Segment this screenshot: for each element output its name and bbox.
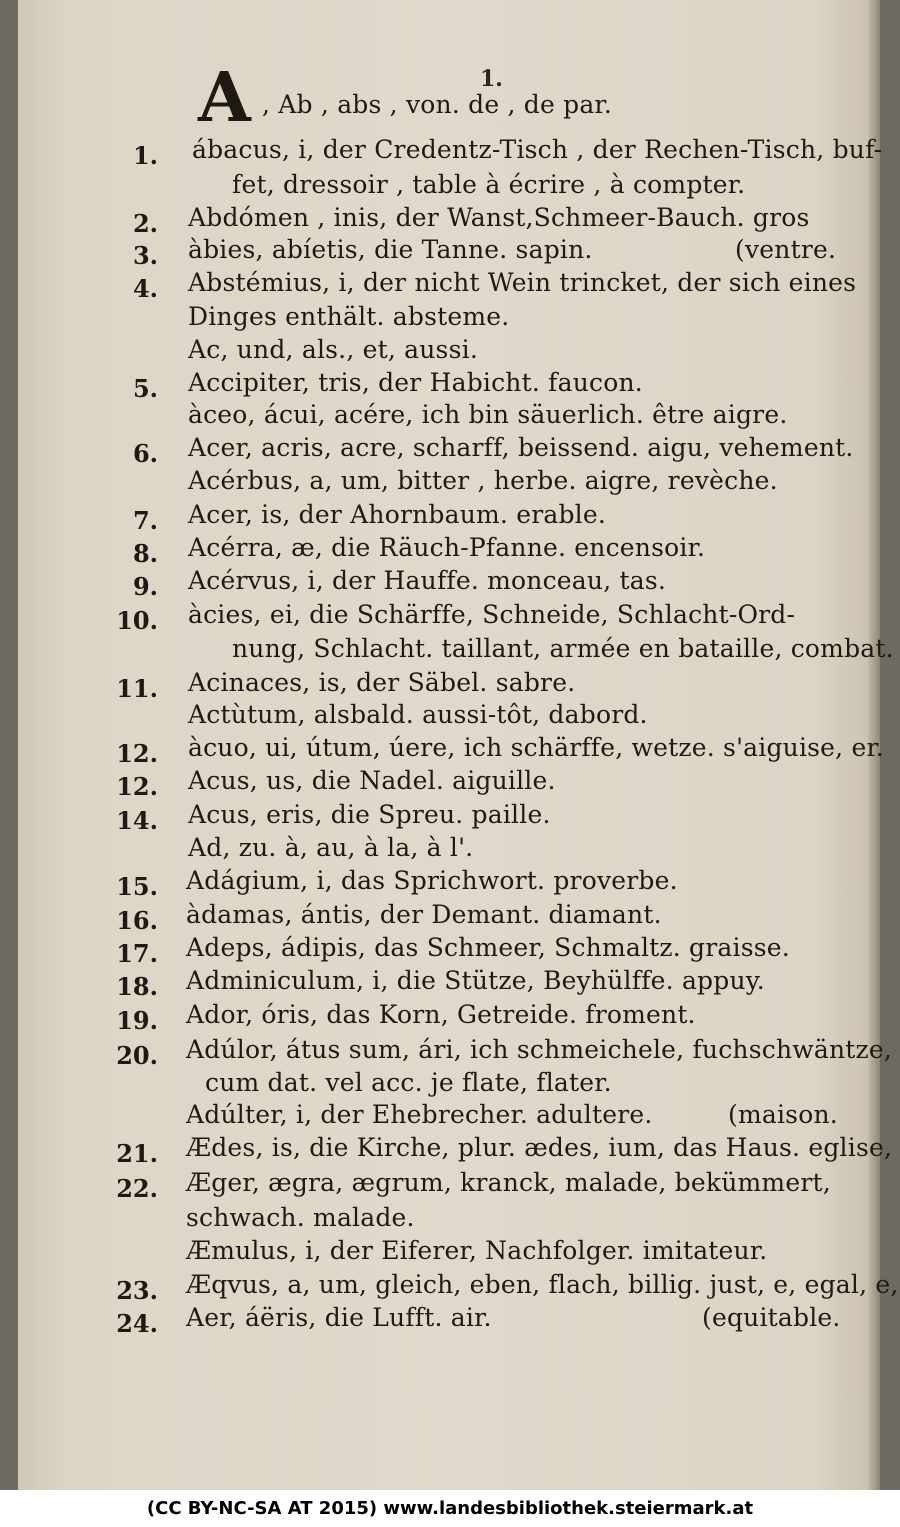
entry-text: Ador, óris, das Korn, Getreide. froment. xyxy=(186,1000,696,1029)
dictionary-line xyxy=(0,400,900,436)
entry-text: Accipiter, tris, der Habicht. faucon. xyxy=(188,368,643,397)
entry-text: fet, dressoir , table à écrire , à compter. xyxy=(232,170,746,199)
dictionary-line xyxy=(0,533,900,569)
entry-text: àdamas, ántis, der Demant. diamant. xyxy=(186,900,662,929)
entry-text: àcuo, ui, útum, úere, ich schärffe, wetze. s'aiguise, er. xyxy=(188,733,885,762)
entry-text: , Ab , abs , von. de , de par. xyxy=(262,90,612,119)
dictionary-line xyxy=(0,566,900,602)
entry-number: 21. xyxy=(116,1139,158,1168)
dictionary-line xyxy=(0,1100,900,1136)
dictionary-line xyxy=(0,1203,900,1239)
entry-number: 12. xyxy=(116,772,158,801)
entry-text: Acinaces, is, der Säbel. sabre. xyxy=(188,668,576,697)
dictionary-line xyxy=(0,900,900,936)
dictionary-line xyxy=(0,1236,900,1272)
entry-text: Ædes, is, die Kirche, plur. ædes, ium, das Haus. eglise, xyxy=(186,1133,893,1162)
dictionary-line xyxy=(0,833,900,869)
dictionary-line xyxy=(0,733,900,769)
entry-number: 9. xyxy=(132,572,158,601)
entry-number: 14. xyxy=(116,806,158,835)
entry-number: 24. xyxy=(116,1309,158,1338)
dictionary-line xyxy=(0,1068,900,1104)
entry-number: 3. xyxy=(132,241,158,270)
entry-number: 23. xyxy=(116,1276,158,1305)
entry-text: Aer, áëris, die Lufft. air. xyxy=(186,1303,492,1332)
dictionary-line xyxy=(0,500,900,536)
entry-text: Acer, acris, acre, scharff, beissend. aigu, vehement. xyxy=(188,433,854,462)
entry-number: 2. xyxy=(132,209,158,238)
dictionary-line xyxy=(0,368,900,404)
dictionary-line xyxy=(0,235,900,271)
entry-number: 8. xyxy=(132,539,158,568)
dictionary-line xyxy=(0,1303,900,1339)
entry-text: Actùtum, alsbald. aussi-tôt, dabord. xyxy=(188,700,648,729)
entry-text: schwach. malade. xyxy=(186,1203,415,1232)
entry-text: Adeps, ádipis, das Schmeer, Schmaltz. graisse. xyxy=(186,933,790,962)
drop-letter: A xyxy=(198,58,251,138)
dictionary-line xyxy=(0,1035,900,1071)
entry-text: Æqvus, a, um, gleich, eben, flach, billig. just, e, egal, e, xyxy=(186,1270,899,1299)
entry-text: (maison. xyxy=(728,1100,838,1129)
dictionary-line xyxy=(0,668,900,704)
dictionary-line xyxy=(0,866,900,902)
dictionary-line xyxy=(0,800,900,836)
entry-number: 12. xyxy=(116,739,158,768)
dictionary-line xyxy=(0,170,900,206)
entry-text: (equitable. xyxy=(702,1303,841,1332)
entry-text: Adminiculum, i, die Stütze, Beyhülffe. appuy. xyxy=(186,966,765,995)
page-number: 1. xyxy=(480,66,503,92)
entry-text: cum dat. vel acc. je flate, flater. xyxy=(205,1068,612,1097)
entry-text: àceo, ácui, acére, ich bin säuerlich. être aigre. xyxy=(188,400,788,429)
entry-text: Acérbus, a, um, bitter , herbe. aigre, revèche. xyxy=(188,466,778,495)
entry-text: Adúlter, i, der Ehebrecher. adultere. xyxy=(186,1100,653,1129)
entry-text: Acérvus, i, der Hauffe. monceau, tas. xyxy=(188,566,667,595)
entry-number: 16. xyxy=(116,906,158,935)
dictionary-line xyxy=(0,302,900,338)
dictionary-line xyxy=(0,1133,900,1169)
entry-number: 7. xyxy=(132,506,158,535)
footer-credit: (CC BY-NC-SA AT 2015) www.landesbibliothek.steiermark.at xyxy=(0,1490,900,1527)
entry-text: Adúlor, átus sum, ári, ich schmeichele, fuchschwäntze, xyxy=(186,1035,893,1064)
entry-text: nung, Schlacht. taillant, armée en bataille, combat. xyxy=(232,634,894,663)
entry-number: 10. xyxy=(116,606,158,635)
entry-text: Acus, us, die Nadel. aiguille. xyxy=(188,766,556,795)
dictionary-line xyxy=(0,966,900,1002)
entry-text: Abdómen , inis, der Wanst,Schmeer-Bauch. gros xyxy=(188,203,810,232)
dictionary-line xyxy=(0,135,900,171)
entry-text: ábacus, i, der Credentz-Tisch , der Rechen-Tisch, buf- xyxy=(192,135,883,164)
dictionary-line xyxy=(0,700,900,736)
entry-number: 15. xyxy=(116,872,158,901)
dictionary-line xyxy=(0,268,900,304)
entry-text: Acérra, æ, die Räuch-Pfanne. encensoir. xyxy=(188,533,706,562)
entry-number: 4. xyxy=(132,274,158,303)
entry-text: Ad, zu. à, au, à la, à l'. xyxy=(188,833,474,862)
dictionary-line xyxy=(0,335,900,371)
dictionary-line xyxy=(0,1000,900,1036)
entry-text: Æger, ægra, ægrum, kranck, malade, bekümmert, xyxy=(186,1168,831,1197)
entry-text: (ventre. xyxy=(735,235,837,264)
entry-text: àbies, abíetis, die Tanne. sapin. xyxy=(188,235,593,264)
entry-number: 22. xyxy=(116,1174,158,1203)
dictionary-line xyxy=(0,933,900,969)
entry-text: Æmulus, i, der Eiferer, Nachfolger. imitateur. xyxy=(186,1236,768,1265)
entry-text: Adágium, i, das Sprichwort. proverbe. xyxy=(186,866,678,895)
entry-number: 1. xyxy=(132,141,158,170)
dictionary-line xyxy=(0,1168,900,1204)
entry-number: 19. xyxy=(116,1006,158,1035)
dictionary-line xyxy=(0,203,900,239)
dictionary-line xyxy=(0,90,900,126)
entry-number: 17. xyxy=(116,939,158,968)
entry-number: 18. xyxy=(116,972,158,1001)
dictionary-line xyxy=(0,1270,900,1306)
dictionary-line xyxy=(0,466,900,502)
entry-number: 6. xyxy=(132,439,158,468)
entry-number: 5. xyxy=(132,374,158,403)
entry-number: 11. xyxy=(116,674,158,703)
entry-text: Dinges enthält. absteme. xyxy=(188,302,510,331)
entry-number: 20. xyxy=(116,1041,158,1070)
entry-text: Ac, und, als., et, aussi. xyxy=(188,335,478,364)
entry-text: Acer, is, der Ahornbaum. erable. xyxy=(188,500,607,529)
entry-text: Acus, eris, die Spreu. paille. xyxy=(188,800,551,829)
dictionary-line xyxy=(0,433,900,469)
entry-text: Abstémius, i, der nicht Wein trincket, der sich eines xyxy=(188,268,857,297)
dictionary-line xyxy=(0,634,900,670)
dictionary-line xyxy=(0,600,900,636)
entry-text: àcies, ei, die Schärffe, Schneide, Schlacht-Ord- xyxy=(188,600,796,629)
dictionary-line xyxy=(0,766,900,802)
